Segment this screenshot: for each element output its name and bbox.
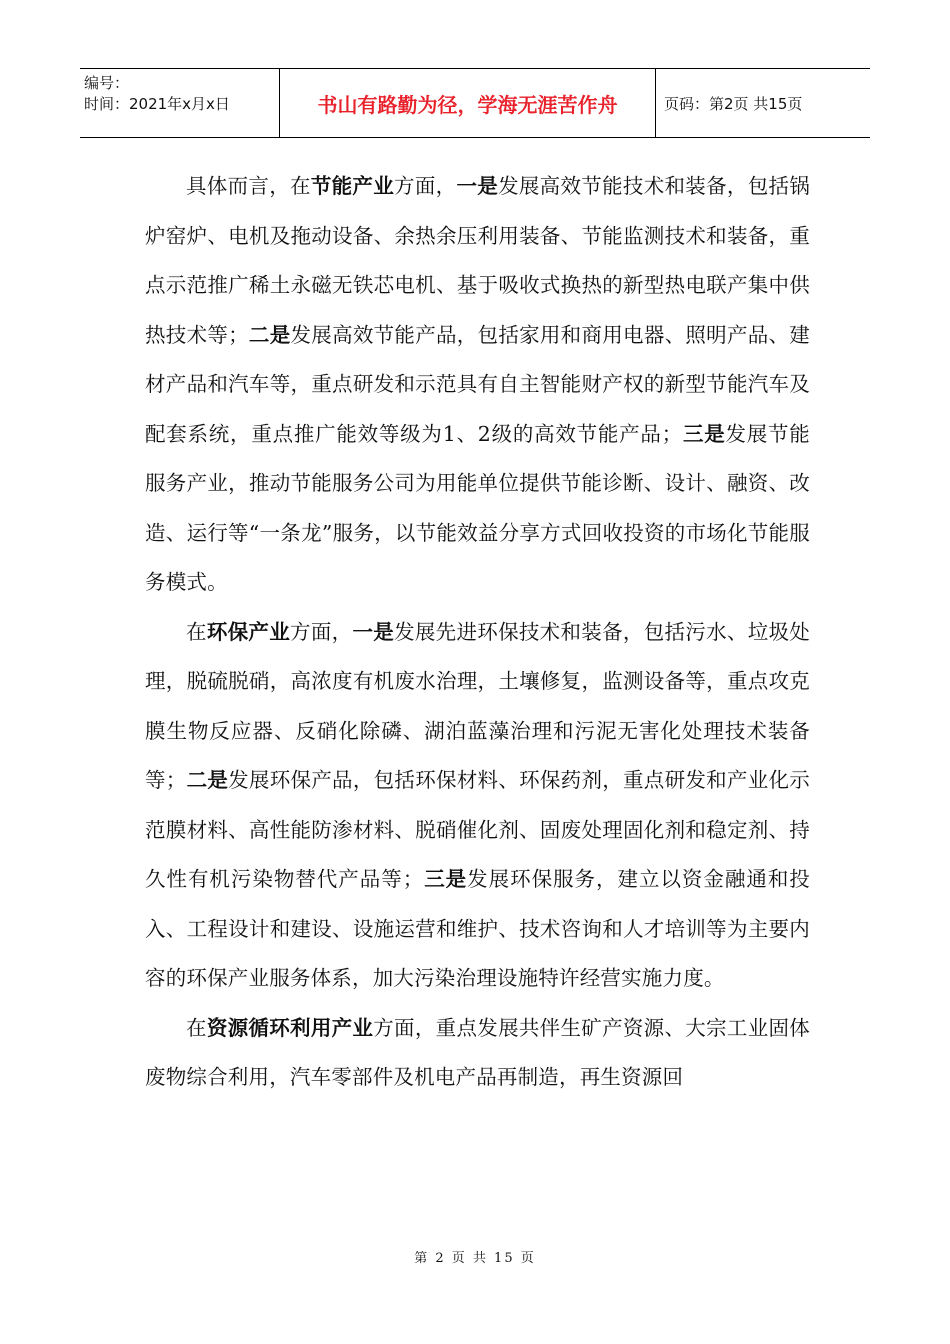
page-header bbox=[80, 68, 870, 138]
bold-keyword: 一是 bbox=[456, 174, 499, 198]
header-meta bbox=[80, 69, 280, 137]
bold-keyword: 三是 bbox=[423, 867, 468, 891]
text-run: 发展高效节能技术和装备，包括锅炉窑炉、电机及拖动设备、余热余压利用装备、节能监测技术和装备，重点示范推广稀土永磁无铁芯电机、基于吸收式换热的新型热电联产集中供热技术等； bbox=[145, 174, 811, 347]
bold-keyword: 资源循环利用产业 bbox=[206, 1015, 374, 1040]
page-footer: 第 2 页 共 15 页 bbox=[414, 1251, 536, 1266]
bold-keyword: 三是 bbox=[682, 421, 726, 446]
paragraph-environmental bbox=[145, 608, 810, 1004]
bold-keyword: 环保产业 bbox=[206, 619, 291, 644]
time-label: 时间：2021年x月x日 bbox=[84, 95, 230, 113]
text-run: 发展环保服务，建立以资金融通和投入、工程设计和建设、设施运营和维护、技术咨询和人才培训等为主要内容的环保产业服务体系，加大污染治理设施特许经营实施力度。 bbox=[145, 867, 810, 990]
text-run: 在 bbox=[186, 1015, 207, 1040]
paragraph-energy-saving bbox=[145, 162, 810, 608]
bold-keyword: 一是 bbox=[352, 619, 395, 644]
text-run: 方面， bbox=[290, 619, 353, 644]
text-run: 方面，重点发展共伴生矿产资源、大宗工业固体废物综合利用，汽车零部件及机电产品再制造，再生资源回 bbox=[145, 1015, 811, 1089]
header-page-info: 页码：第2页 共15页 bbox=[664, 94, 803, 113]
text-run: 发展节能服务产业，推动节能服务公司为用能单位提供节能诊断、设计、融资、改造、运行等“一条龙”服务，以节能效益分享方式回收投资的市场化节能服务模式。 bbox=[145, 421, 810, 594]
text-run: 发展环保产品，包括环保材料、环保药剂，重点研发和产业化示范膜材料、高性能防渗材料、脱硝催化剂、固废处理固化剂和稳定剂、持久性有机污染物替代产品等； bbox=[145, 768, 810, 891]
number-label: 编号： bbox=[84, 74, 130, 92]
bold-keyword: 二是 bbox=[186, 768, 229, 792]
header-motto: 书山有路勤为径，学海无涯苦作舟 bbox=[280, 69, 656, 137]
bold-keyword: 节能产业 bbox=[310, 174, 395, 198]
paragraph-resource-recycling bbox=[145, 1004, 810, 1103]
text-run: 方面， bbox=[394, 174, 457, 198]
text-run: 具体而言，在 bbox=[186, 174, 311, 198]
text-run: 发展先进环保技术和装备，包括污水、垃圾处理，脱硫脱硝，高浓度有机废水治理，土壤修复，监测设备等，重点攻克膜生物反应器、反硝化除磷、湖泊蓝藻治理和污泥无害化处理技术装备等； bbox=[145, 619, 811, 792]
bold-keyword: 二是 bbox=[248, 322, 291, 347]
text-run: 在 bbox=[186, 619, 207, 644]
document-body bbox=[145, 162, 810, 1103]
text-run: 发展高效节能产品，包括家用和商用电器、照明产品、建材产品和汽车等，重点研发和示范具有自主智能财产权的新型节能汽车及配套系统，重点推广能效等级为1、2级的高效节能产品； bbox=[145, 322, 811, 446]
